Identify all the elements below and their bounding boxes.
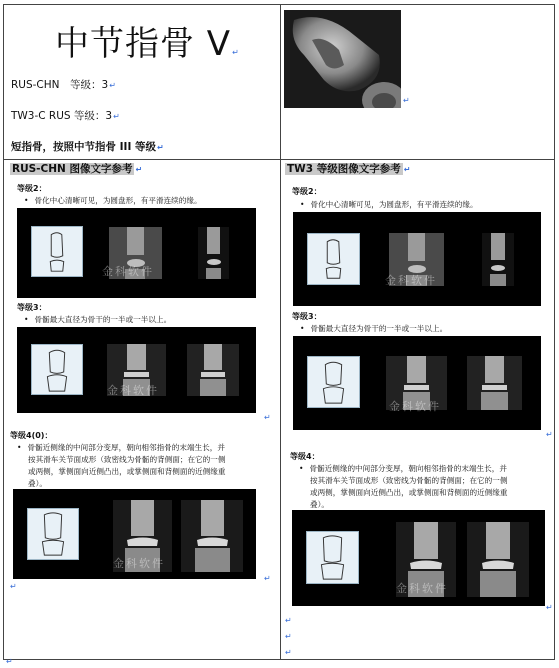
right-grade2-bullet: • 骨化中心清晰可见，为圆盘形，有平滑连续的缘。 xyxy=(300,200,478,209)
paragraph-mark: ↵ xyxy=(10,582,17,591)
left-grade4-bullet: • 骨骺近侧缘的中间部分变厚，朝向相邻指骨的末端生长，并 按其滑车关节面成形（致密线为骨骺的背侧面；在它的一侧 或两侧，掌侧面向近侧凸出，或掌侧面和背侧面的近侧缘重 叠）。 xyxy=(17,443,226,488)
watermark: 金科软件 xyxy=(396,582,448,595)
right-grade3-bullet: • 骨骺最大直径为骨干的一半或一半以上。 xyxy=(300,324,448,333)
bone-title: 中节指骨 V↵ xyxy=(55,24,240,64)
right-grade4-label: 等级4： xyxy=(290,452,320,461)
grade4-drawing xyxy=(27,508,79,560)
paragraph-mark: ↵ xyxy=(264,413,271,422)
paragraph-mark: ↵ xyxy=(403,96,410,105)
left-grade4-label: 等级4(0)： xyxy=(10,431,53,440)
row-divider xyxy=(4,159,554,160)
right-grade4-image-strip xyxy=(292,510,545,606)
paragraph-mark: ↵ xyxy=(285,648,292,657)
grade2-drawing xyxy=(307,233,360,285)
left-grade2-label: 等级2： xyxy=(17,184,47,193)
left-grade4-image-strip xyxy=(13,489,256,579)
right-grade4-bullet: • 骨骺近侧缘的中间部分变厚，朝向相邻指骨的末端生长，并 按其滑车关节面成形（致密线为骨骺的背侧面；在它的一侧 或两侧，掌侧面向近侧凸出，或掌侧面和背侧面的近侧缘重 叠）。 xyxy=(299,464,508,509)
right-grade3-image-strip xyxy=(293,336,541,430)
rus-chn-reference-heading: RUS-CHN 图像文字参考 ↵ xyxy=(12,163,143,175)
right-grade3-label: 等级3： xyxy=(292,312,322,321)
watermark: 金科软件 xyxy=(385,274,437,287)
paragraph-mark: ↵ xyxy=(546,430,553,439)
watermark: 金科软件 xyxy=(107,384,159,397)
grade4-drawing xyxy=(306,531,359,584)
grade2-xray-b xyxy=(198,227,229,279)
grade2-drawing xyxy=(31,226,83,277)
paragraph-mark: ↵ xyxy=(6,657,13,666)
paragraph-mark: ↵ xyxy=(285,616,292,625)
grade4-xray-b xyxy=(181,500,243,572)
watermark: 金科软件 xyxy=(113,557,165,570)
grade3-drawing xyxy=(31,344,83,395)
grade4-xray-b xyxy=(467,522,529,597)
left-grade3-image-strip xyxy=(17,327,256,413)
paragraph-mark: ↵ xyxy=(264,574,271,583)
left-grade2-image-strip xyxy=(17,208,256,298)
tw3-grade: TW3-C RUS 等级：3↵ xyxy=(11,110,120,122)
right-grade2-image-strip xyxy=(293,212,541,306)
tw3-reference-heading: TW3 等级图像文字参考 ↵ xyxy=(287,163,411,175)
left-grade3-bullet: • 骨骺最大直径为骨干的一半或一半以上。 xyxy=(24,315,172,324)
grade3-drawing xyxy=(307,356,360,408)
phalanx-xray-image xyxy=(284,10,401,108)
left-grade2-bullet: • 骨化中心清晰可见，为圆盘形，有平滑连续的缘。 xyxy=(24,196,202,205)
left-grade3-label: 等级3： xyxy=(17,303,47,312)
column-divider xyxy=(280,5,281,659)
paragraph-mark: ↵ xyxy=(546,603,553,612)
watermark: 金科软件 xyxy=(389,400,441,413)
grade3-xray-b xyxy=(467,356,522,410)
watermark: 金科软件 xyxy=(102,265,154,278)
grade3-xray-b xyxy=(187,344,239,396)
right-grade2-label: 等级2： xyxy=(292,187,322,196)
grade2-xray-b xyxy=(482,233,514,286)
paragraph-mark: ↵ xyxy=(285,632,292,641)
short-bone-note: 短指骨，按照中节指骨 III 等级↵ xyxy=(11,141,164,153)
rus-chn-grade: RUS-CHN 等级：3↵ xyxy=(11,79,116,91)
